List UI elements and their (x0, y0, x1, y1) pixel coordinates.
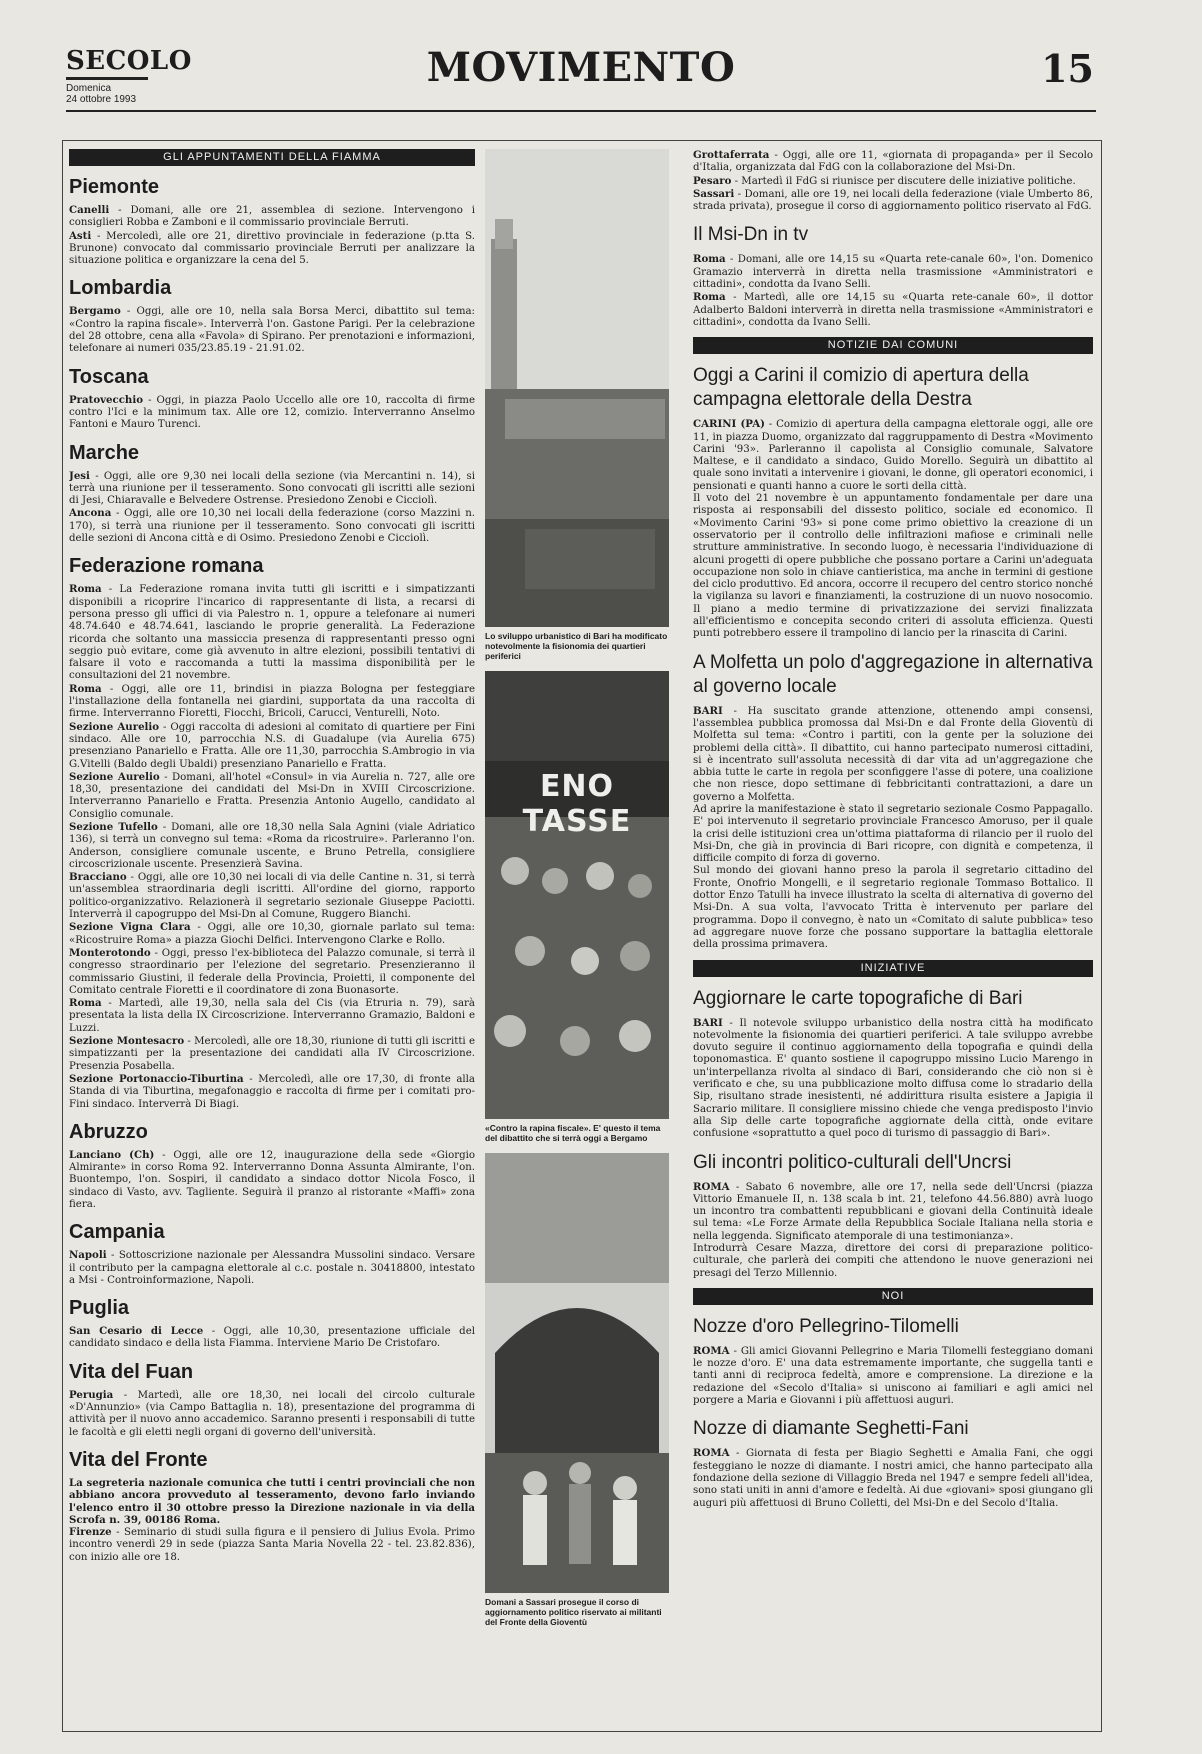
appointment-item (69, 470, 475, 508)
para-lead: Roma (693, 291, 726, 304)
appointment-item (69, 721, 475, 771)
issue-day: 24 ottobre 1993 (66, 94, 137, 105)
masthead (66, 40, 1096, 112)
caption-bari: Lo sviluppo urbanistico di Bari ha modificato notevolmente la fisionomia dei quartieri periferici (485, 631, 668, 661)
notice-item (693, 149, 1093, 175)
para-text: - Oggi, alle ore 11, «giornata di propaganda» per il Secolo d'Italia, organizzata dal FdG con la collaborazione del Msi-Dn. (693, 150, 1093, 174)
para-text: - Martedì il FdG si riunisce per discutere delle iniziative politiche. (731, 175, 1076, 187)
para-text: Ad aprire la manifestazione è stato il segretario sezionale Cosmo Pappagallo. E' poi intervenuto il segretario provinciale Francesco Amoruso, per il quale la crisi delle istituzioni crea un'ottima piattaforma di rilancio per il ruolo del Msi-Dn, che già in provincia di Bari ricopre, con dignità e competenza, il difficile compito di forza di governo. (693, 803, 1093, 865)
caption-bergamo: «Contro la rapina fiscale». E' questo il tema del dibattito che si terrà oggi a Bergamo (485, 1123, 661, 1143)
para-text: - Oggi, alle 10,30, presentazione ufficiale del candidato sindaco e della lista Fiamma. Interviene Mario De Cristofaro. (69, 1326, 475, 1350)
article-paragraph (693, 705, 1093, 804)
photo-bari-building (485, 149, 669, 627)
para-lead: Ancona (69, 507, 112, 520)
appointment-item (69, 771, 475, 821)
para-lead: ROMA (693, 1447, 730, 1460)
para-text: - Oggi, in piazza Paolo Uccello alle ore 10, raccolta di firme contro l'Ici e la minimum tax. Alle ore 12, comizio. Interverranno Anselmo Fantoni e Mauro Turenci. (69, 394, 475, 431)
article-paragraph (693, 1017, 1093, 1141)
page-number: 15 (1041, 46, 1094, 91)
appointment-item (69, 1035, 475, 1073)
region-heading: Toscana (69, 365, 149, 388)
appointment-item (69, 394, 475, 432)
para-text: - Oggi, alle ore 10,30 nei locali di via delle Cantine n. 31, si terrà un'assemblea straordinaria degli iscritti. All'ordine del giorno, rapporto politico-organizzativo. Relazionerà il segretario sezionale Giuseppe Paciotti. Interverrà il capogruppo del Msi-Dn al Comune, Ruggero Bianchi. (69, 872, 475, 921)
para-text: - Oggi, alle ore 12, inaugurazione della sede «Giorgio Almirante» in corso Roma 92. Interverranno Donna Assunta Almirante, l'on. Buontempo, l'on. Sospiri, il candidato a sindaco dottor Nicola Fosco, il sindaco di Vasto, avv. Tagliente. Seguirà il pranzo al ristorante «Maffi» zona fiera. (69, 1149, 475, 1210)
tv-heading: Il Msi-Dn in tv (693, 224, 809, 246)
para-text: - Oggi, alle ore 10,30 nei locali della federazione (corso Mazzini n. 170), si terrà una riunione per il tesseramento. Sono convocati gli iscritti delle sezioni di Ancona città e di Osimo. Presiedono Zenobi e Cicciolì. (69, 508, 475, 545)
section-bar-iniziative: INIZIATIVE (693, 960, 1093, 977)
region-heading: Campania (69, 1221, 165, 1244)
para-text: - Sabato 6 novembre, alle ore 17, nella sede dell'Uncrsi (piazza Vittorio Emanuele II, n. 138 scala b int. 21, telefono 44.56.880) avrà luogo un incontro tra combattenti repubblicani e giovani della Continuità ideale sul tema: «Le Forze Armate della Repubblica Sociale Italiana nella storia e nella leggenda. Significato atemporale di una testimonianza». (693, 1181, 1093, 1242)
region-heading: Federazione romana (69, 555, 264, 578)
left-column (69, 141, 475, 1564)
para-lead: San Cesario di Lecce (69, 1325, 204, 1338)
appointment-item (69, 1073, 475, 1111)
region-heading: Vita del Fronte (69, 1448, 208, 1471)
appointment-item (69, 1325, 475, 1351)
photo-bari-building-image (485, 149, 669, 627)
para-lead: BARI (693, 704, 723, 717)
article-paragraph (693, 1181, 1093, 1243)
para-text: - Giornata di festa per Biagio Seghetti e Amalia Fani, che oggi festeggiano le nozze di diamante. I nostri amici, che hanno partecipato alla fondazione della sezione di Villaggio Breda nel 1947 e sempre fedeli all'idea, sono stati uniti in anni d'amore e fedeltà. Ai due «giovani» sposi giungano gli auguri più affettuosi di Bruno Colletti, del Msi-Dn e del Secolo d'Italia. (693, 1448, 1093, 1509)
appointment-item (69, 683, 475, 721)
para-text: - Oggi, alle ore 9,30 nei locali della sezione (via Mercantini n. 14), si terrà una riunione per il tesseramento. Sono convocati gli iscritti alle sezioni di Jesi, Chiaravalle e Belvedere Ostrense. Presiedono Zenobi e Cicciolì. (69, 470, 475, 507)
para-text: - Oggi, presso l'ex-biblioteca del Palazzo comunale, si terrà il congresso straordinario per l'elezione del segretario. Presenzieranno il commissario Giustini, il federale della Provincia, Proietti, il componente del Comitato centrale Fioretti e il coordinatore di zona Buonasorte. (69, 947, 475, 996)
para-lead: Perugia (69, 1388, 114, 1401)
article-paragraph (693, 1345, 1093, 1407)
appointment-item (69, 821, 475, 871)
appointment-item (69, 1149, 475, 1211)
para-lead: Jesi (69, 469, 90, 482)
tv-item (693, 291, 1093, 329)
para-text: - Domani, all'hotel «Consul» in via Aurelia n. 727, alle ore 18,30, presentazione dei candidati del Msi-Dn in XVIII Circoscrizione. Interverranno Panariello e Fratta. Presenzia Antonio Augello, candidato al Consiglio comunale. (69, 771, 475, 820)
appointment-item (69, 204, 475, 230)
para-text: - Mercoledì, alle ore 21, direttivo provinciale in federazione (p.tta S. Brunone) convocato dal commissario provinciale Berruti per analizzare la situazione politica e organizzare la cena del 5. (69, 230, 475, 267)
section-title: MOVIMENTO (426, 44, 736, 91)
para-text: - Oggi raccolta di adesioni al comitato di quartiere per Fini sindaco. Alle ore 10, parrocchia N.S. di Guadalupe (via Aurelia 675) presenziano Panariello e Fratta. Alle ore 11,30, parrocchia S.Ambrogio in via G.Vitelli (Baldo degli Ubaldi) presenziano Panariello e Fratta. (69, 721, 475, 770)
para-text: - Domani, alle ore 19, nei locali della federazione (viale Umberto 86, strada privata), prosegue il corso di aggiornamento politico riservato al FdG. (693, 188, 1093, 213)
para-lead: Lanciano (Ch) (69, 1148, 155, 1161)
para-lead: Grottaferrata (693, 149, 770, 161)
region-heading: Vita del Fuan (69, 1360, 194, 1383)
photo-sassari-arch-image (485, 1153, 669, 1593)
para-text: - Domani, alle ore 18,30 nella Sala Agnini (viale Adriatico 136), si terrà un convegno sul tema: «Roma da ricostruire». Parleranno l'on. Anderson, consigliere comunale uscente, e Bruno Petrella, consigliere circoscrizionale uscente. Presenzierà Savina. (69, 821, 475, 870)
appointment-item (69, 947, 475, 997)
article-paragraph (693, 493, 1093, 641)
appointment-item (69, 1249, 475, 1287)
appointment-item (69, 1477, 475, 1526)
section-bar-comuni: NOTIZIE DAI COMUNI (693, 337, 1093, 354)
para-text: - Gli amici Giovanni Pellegrino e Maria Tilomelli festeggiano domani le nozze d'oro. E' una data estremamente importante, che suggella tanti e tanti anni di reciproca fedeltà, amore e comprensione. La direzione e la redazione del «Secolo d'Italia» si uniscono ai familiari e agli amici nel porgere a Maria e Giovanni i più affettuosi auguri. (693, 1345, 1093, 1407)
para-lead: Roma (69, 682, 102, 695)
para-lead: Sezione Aurelio (69, 720, 160, 733)
para-lead: Sezione Montesacro (69, 1035, 185, 1048)
right-column (693, 141, 1093, 1510)
para-text: - Mercoledì, alle ore 17,30, di fronte alla Standa di via Tiburtina, megafonaggio e raccolta di firme per i comitati pro-Fini sindaco. Interverrà Di Biagi. (69, 1073, 475, 1110)
para-text: - Sottoscrizione nazionale per Alessandra Mussolini sindaco. Versare il contributo per la campagna elettorale al c.c. postale n. 30418800, intestato a Msi - Controinformazione, Napoli. (69, 1250, 475, 1286)
para-lead: Roma (693, 253, 726, 266)
para-lead: Roma (69, 997, 102, 1010)
photo-bergamo-crowd (485, 671, 669, 1119)
para-lead: Pesaro (693, 174, 732, 187)
para-lead: Sezione Vigna Clara (69, 921, 191, 934)
middle-column (485, 141, 669, 1637)
region-heading: Lombardia (69, 277, 172, 300)
appointment-item (69, 507, 475, 545)
notice-item (693, 188, 1093, 214)
appointment-item (69, 230, 475, 268)
section-bar-appuntamenti: GLI APPUNTAMENTI DELLA FIAMMA (69, 149, 475, 166)
photo-bergamo-crowd-image (485, 671, 669, 1119)
para-text: - Martedì, alle ore 14,15 su «Quarta rete-canale 60», il dottor Adalberto Baldoni interverrà in diretta nella trasmissione «Amministratori e cittadini», condotta da Ivano Selli. (693, 292, 1093, 328)
article-title-carini: Oggi a Carini il comizio di apertura della campagna elettorale della Destra (693, 365, 1029, 411)
para-text: - Martedì, alle 19,30, nella sala del Cis (via Etruria n. 79), sarà presentata la lista della IX Circoscrizione. Interverranno Gramazio, Baldoni e Luzzi. (69, 998, 475, 1034)
region-heading: Marche (69, 441, 140, 464)
para-lead: ROMA (693, 1344, 730, 1357)
para-text: La segreteria nazionale comunica che tutti i centri provinciali che non abbiano ancora provveduto al tesseramento, devono farlo inviando l'elenco entro il 30 ottobre presso la Direzione nazionale in via della Scrofa n. 39, 00186 Roma. (69, 1476, 475, 1526)
para-text: - La Federazione romana invita tutti gli iscritti e i simpatizzanti disponibili a ricoprire l'incarico di rappresentante di lista, a recarsi di persona presso gli uffici di via Palestro n. 1, oppure a telefonare ai numeri 48.74.640 e 48.74.641, lasciando le proprie generalità. La Federazione ricorda che soltanto una massiccia presenza di rappresentanti presso ogni seggio può evitare, come già avvenuto in altre elezioni, possibili tentativi di falsare il voto e raccomanda a tutti la massima disponibilità per le consultazioni del 21 novembre. (69, 584, 475, 682)
notice-item (693, 175, 1093, 188)
para-lead: Sezione Portonaccio-Tiburtina (69, 1072, 244, 1085)
photo-sassari-arch (485, 1153, 669, 1593)
para-text: - Mercoledì, alle ore 18,30, riunione di tutti gli iscritti e simpatizzanti per la presentazione dei candidati alla IV Circoscrizione. Presenzia Posabella. (69, 1036, 475, 1072)
content-frame (62, 140, 1102, 1732)
para-lead: BARI (693, 1016, 723, 1029)
appointment-item (69, 305, 475, 355)
para-lead: Sezione Aurelio (69, 770, 160, 783)
appointment-item (69, 583, 475, 682)
fdg-notices (693, 149, 1093, 213)
para-lead: Sezione Tufello (69, 820, 158, 833)
para-text: Il voto del 21 novembre è un appuntamento fondamentale per dare una risposta ai responsabili del dissesto politico, sociale ed economico. Il «Movimento Carini '93» si pone come primo obiettivo la creazione di un osservatorio per il controllo delle infiltrazioni mafiose e criminali nelle strutture amministrative. In secondo luogo, è necessaria l'individuazione di alcuni progetti di opere pubbliche che possano portare a Carini un'adeguata occupazione non solo in chiave cantieristica, ma anche in termini di gestione del ciclo produttivo. Ed ancora, occorre il recupero del centro storico nonché la vigilanza su lavori e finanziamenti, la costruzione di un nuovo nosocomio. Il piano a medio termine di privatizzazione dei servizi finalizzata all'efficientismo e concepita secondo criteri di assoluta efficienza. Questi punti potrebbero essere il trampolino di lancio per la rinascita di Carini. (693, 493, 1093, 640)
article-paragraph (693, 1447, 1093, 1509)
brand-name: SECOLO (66, 46, 192, 76)
para-text: Sul mondo dei giovani hanno preso la parola il segretario cittadino del Fronte, Onofrio Mongelli, e il segretario regionale Tommaso Bottalico. Il dottor Enzo Tatulli ha invece illustrato la scelta di alternativa di governo del Msi-Dn. A sua volta, l'avvocato Tritta è intervenuto per parlare del programma. Dopo il convegno, è nato un «Comitato di salute pubblica» teso ad aggregare nuove forze che possano supportare la battaglia elettorale della prossima primavera. (693, 865, 1093, 951)
article-title-nozze-diamante: Nozze di diamante Seghetti-Fani (693, 1418, 969, 1440)
para-text: - Oggi, alle ore 10,30, giornale parlato sul tema: «Ricostruire Roma» a piazza Giochi Delfici. Intervengono Clarke e Rollo. (69, 922, 475, 946)
para-text: - Domani, alle ore 21, assemblea di sezione. Intervengono i consiglieri Robba e Zamboni e il commissario provinciale Berruti. (69, 205, 475, 229)
para-text: - Il notevole sviluppo urbanistico della nostra città ha modificato notevolmente la fisionomia dei quartieri periferici. A tale sviluppo avrebbe dovuto seguire il continuo aggiornamento della topografia e quindi della toponomastica. E' quanto sostiene il capogruppo missino Lucio Marengo in un'interpellanza rivolta al sindaco di Bari, considerando che ciò non si è verificato e che, su una pubblicazione molto diffusa come lo stradario della Sip, risultano strade inesistenti, né addirittura risulta esistere a Japigia il Sacrario militare. Il consigliere missino chiede che venga predisposto l'invio alla Sip delle carte topografiche aggiornate della città, onde evitare confusione «soprattutto a quel poco di turismo di passaggio di Bari». (693, 1017, 1093, 1140)
article-paragraph (693, 865, 1093, 951)
appointment-item (69, 997, 475, 1035)
para-lead: Napoli (69, 1249, 107, 1262)
para-text: Introdurrà Cesare Mazza, direttore dei corsi di preparazione politico-culturale, che parlerà dei compiti che attendono le nuove generazioni nei presagi del Terzo Millennio. (693, 1243, 1093, 1279)
photo-banner-text: ENO TASSE (522, 769, 632, 839)
appointment-item (69, 871, 475, 921)
para-lead: Pratovecchio (69, 393, 144, 406)
article-title-uncrsi: Gli incontri politico-culturali dell'Uncrsi (693, 1151, 1012, 1173)
para-text: - Oggi, alle ore 11, brindisi in piazza Bologna per festeggiare l'installazione della fontanella nei giardini, supportata da una raccolta di firme. Interverranno Fioretti, Fiocchi, Bricoli, Carucci, Venturelli, Noto. (69, 683, 475, 720)
issue-weekday: Domenica (66, 83, 112, 94)
para-lead: Firenze (69, 1526, 112, 1539)
para-text: - Oggi, alle ore 10, nella sala Borsa Merci, dibattito sul tema: «Contro la rapina fiscale». Interverrà l'on. Gastone Parigi. Per la celebrazione del 28 ottobre, cena alla «Favola» di Spirano. Per prenotazioni e informazioni, telefonare ai numeri 035/23.85.19 - 21.91.02. (69, 306, 475, 355)
appointment-item (69, 921, 475, 947)
tv-item (693, 253, 1093, 291)
article-paragraph (693, 804, 1093, 865)
region-heading: Piemonte (69, 176, 160, 198)
appointment-item (69, 1526, 475, 1564)
article-title-molfetta: A Molfetta un polo d'aggregazione in alternativa al governo locale (693, 651, 1093, 697)
caption-sassari: Domani a Sassari prosegue il corso di aggiornamento politico riservato ai militanti del Fronte della Gioventù (485, 1597, 662, 1627)
article-paragraph (693, 1243, 1093, 1280)
section-bar-noi: NOI (693, 1288, 1093, 1305)
para-lead: Bergamo (69, 305, 121, 318)
para-lead: Canelli (69, 204, 110, 216)
para-text: - Domani, alle ore 14,15 su «Quarta rete-canale 60», l'on. Domenico Gramazio interverrà in diretta nella trasmissione «Amministratori e cittadini», condotta da Ivano Selli. (693, 254, 1093, 291)
para-lead: Bracciano (69, 871, 127, 884)
para-lead: Roma (69, 583, 102, 596)
para-lead: Monterotondo (69, 946, 151, 959)
para-lead: Asti (69, 229, 92, 242)
article-title-nozze-oro: Nozze d'oro Pellegrino-Tilomelli (693, 1315, 959, 1337)
para-text: - Seminario di studi sulla figura e il pensiero di Julius Evola. Primo incontro venerdì 29 in sede (piazza Santa Maria Novella 22 - tel. 23.82.836), con inizio alle ore 18. (69, 1527, 475, 1563)
para-text: - Comizio di apertura della campagna elettorale oggi, alle ore 11, in piazza Duomo, organizzato dal raggruppamento di Destra «Movimento Carini '93». Parleranno il capolista al Consiglio comunale, Salvatore Maltese, e il candidato a sindaco, Guido Morello. Seguirà un dibattito al quale sono invitati a intervenire i giovani, le donne, gli operatori economici, i pensionati e quanti hanno a cuore le sorti della città. (693, 419, 1093, 492)
para-lead: CARINI (PA) (693, 418, 765, 431)
para-text: - Martedì, alle ore 18,30, nei locali del circolo culturale «D'Annunzio» (via Campo Battaglia n. 18), presentazione del programma di attività per il nuovo anno accademico. Saranno presenti i responsabili di tutte le facoltà e gli eletti negli organi di governo dell'università. (69, 1389, 475, 1438)
region-heading: Abruzzo (69, 1120, 148, 1143)
para-lead: ROMA (693, 1180, 730, 1193)
region-heading: Puglia (69, 1297, 130, 1320)
appointment-item (69, 1389, 475, 1439)
article-title-bari: Aggiornare le carte topografiche di Bari (693, 987, 1023, 1009)
article-paragraph (693, 418, 1093, 493)
para-lead: Sassari (693, 187, 735, 200)
para-text: - Ha suscitato grande attenzione, ottenendo ampi consensi, l'assemblea pubblica promossa dal Msi-Dn e dal Fronte della Gioventù di Molfetta sul tema: «Contro i partiti, con la gente per la soluzione dei problemi della città». Il dibattito, cui hanno partecipato numerosi cittadini, si è incentrato sull'assoluta necessità di dar vita ad un'aggregazione che abbia tutte le carte in regola per sconfiggere l'asse di potere, una coalizione che non riesce, dopo settimane di febbricitanti contrattazioni, a dare un governo a Molfetta. (693, 705, 1093, 803)
